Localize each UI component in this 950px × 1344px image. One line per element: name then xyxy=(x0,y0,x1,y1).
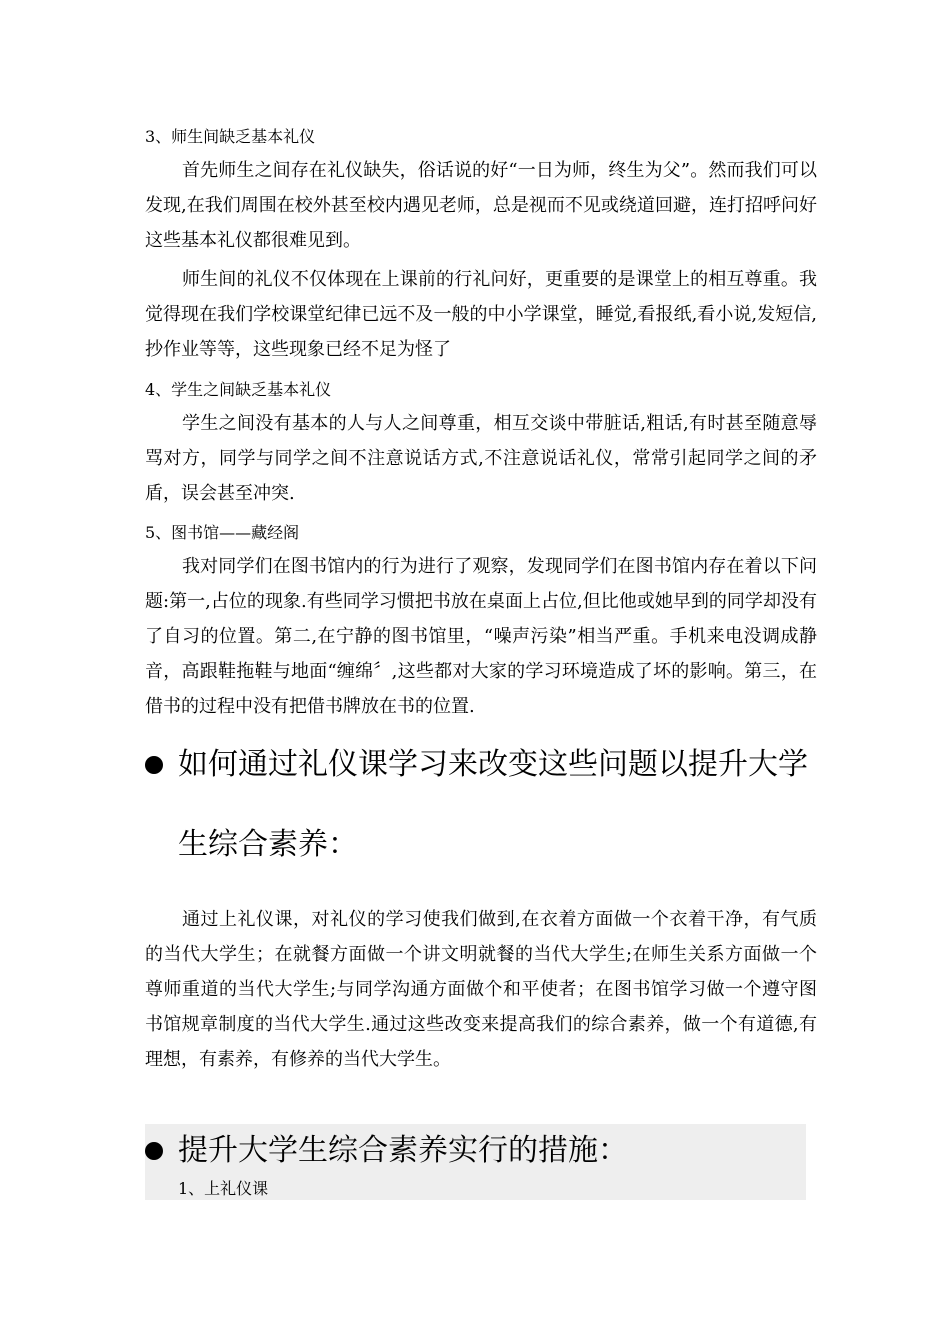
bullet-heading-1 xyxy=(145,745,825,865)
bullet-heading-2 xyxy=(145,1131,825,1171)
bullet-dot-icon xyxy=(145,756,163,774)
section-3-paragraph-2: 师生间的礼仪不仅体现在上课前的行礼问好，更重要的是课堂上的相互尊重。我觉得现在我们学校课堂纪律已远不及一般的中小学课堂，睡觉,看报纸,看小说,发短信,抄作业等等，这些现象已经不足为怪了 xyxy=(145,269,817,360)
section-5-paragraph-1: 我对同学们在图书馆内的行为进行了观察，发现同学们在图书馆内存在着以下问题:第一,占位的现象.有些同学习惯把书放在桌面上占位,但比他或她早到的同学却没有了自习的位置。第二,在宁静的图书馆里，“噪声污染”相当严重。手机来电没调成静音，高跟鞋拖鞋与地面“缠绵〞,这些都对大家的学习环境造成了坏的影响。第三，在借书的过程中没有把借书牌放在书的位置. xyxy=(145,556,817,717)
measure-item-1: 1、上礼仪课 xyxy=(178,1179,269,1198)
bullet-dot-icon xyxy=(145,1142,163,1160)
section-4-paragraph-1: 学生之间没有基本的人与人之间尊重，相互交谈中带脏话,粗话,有时甚至随意辱骂对方，同学与同学之间不注意说话方式,不注意说话礼仪，常常引起同学之间的矛盾，误会甚至冲突. xyxy=(145,413,817,504)
section-4-heading: 4、学生之间缺乏基本礼仪 xyxy=(145,380,332,399)
bullet-heading-1-line-2: 生综合素养： xyxy=(178,827,358,862)
bullet-heading-2-text: 提升大学生综合素养实行的措施： xyxy=(178,1133,628,1168)
section-3-heading: 3、师生间缺乏基本礼仪 xyxy=(145,127,316,146)
section-5-heading: 5、图书馆——藏经阁 xyxy=(145,523,300,542)
section-3-paragraph-1: 首先师生之间存在礼仪缺失，俗话说的好“一日为师，终生为父”。然而我们可以发现,在我们周围在校外甚至校内遇见老师，总是视而不见或绕道回避，连打招呼问好这些基本礼仪都很难见到。 xyxy=(145,160,817,251)
bullet-heading-1-line-1: 如何通过礼仪课学习来改变这些问题以提升大学 xyxy=(178,747,808,782)
bullet-1-paragraph: 通过上礼仪课，对礼仪的学习使我们做到,在衣着方面做一个衣着干净，有气质的当代大学生；在就餐方面做一个讲文明就餐的当代大学生;在师生关系方面做一个尊师重道的当代大学生;与同学沟通方面做个和平使者；在图书馆学习做一个遵守图书馆规章制度的当代大学生.通过这些改变来提高我们的综合素养，做一个有道德,有理想，有素养，有修养的当代大学生。 xyxy=(145,909,817,1070)
